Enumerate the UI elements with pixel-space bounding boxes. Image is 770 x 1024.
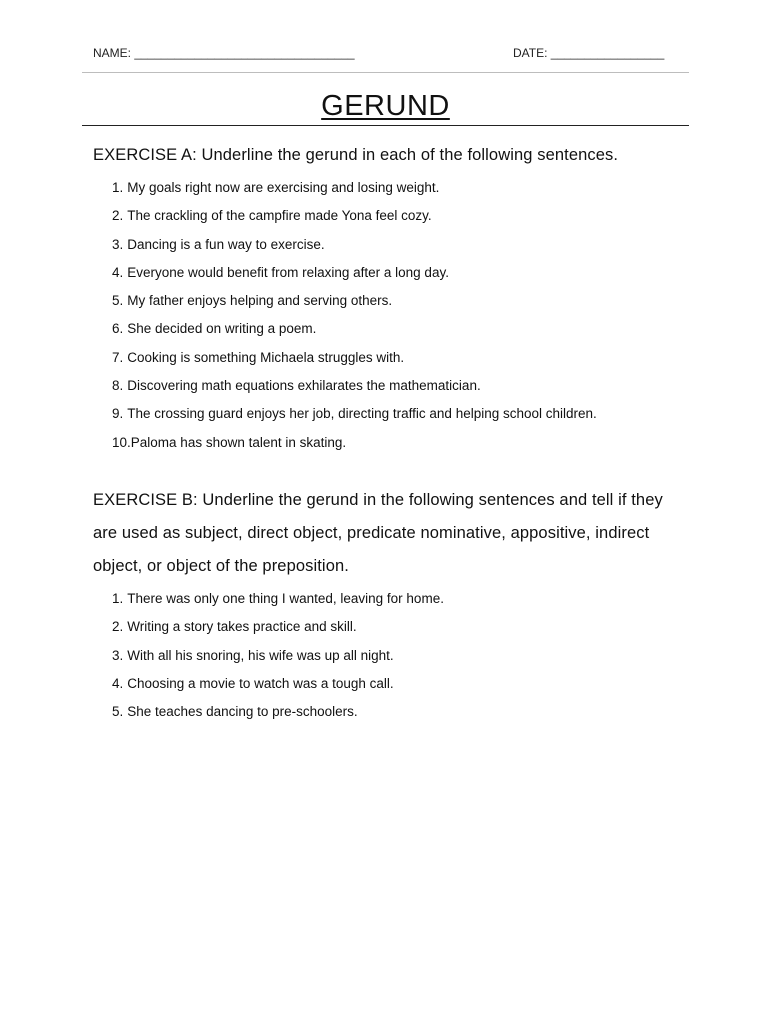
list-item — [112, 346, 597, 374]
item-text: Everyone would benefit from relaxing after a long day. — [127, 264, 449, 280]
list-item — [112, 233, 597, 261]
item-number: 8. — [112, 378, 124, 394]
list-item — [112, 204, 597, 232]
item-number: 1. — [112, 591, 124, 606]
exercise-b-heading: EXERCISE B: Underline the gerund in the following sentences and tell if they are used as subject, direct object, predicate nominative, appositive, indirect object, or object of the preposition. — [93, 491, 663, 575]
date-field[interactable]: DATE: _________________ — [513, 46, 665, 60]
item-number: 10. — [112, 434, 131, 450]
item-text: She decided on writing a poem. — [127, 321, 317, 337]
item-number: 2. — [112, 208, 124, 224]
item-number: 4. — [112, 264, 124, 280]
page-title: GERUND — [321, 90, 450, 122]
item-text: There was only one thing I wanted, leaving for home. — [127, 591, 444, 606]
list-item — [112, 431, 597, 459]
name-field[interactable]: NAME: _________________________________ — [93, 46, 355, 60]
item-text: Cooking is something Michaela struggles with. — [127, 349, 405, 365]
item-text: Writing a story takes practice and skill. — [127, 619, 357, 635]
list-item — [112, 261, 597, 289]
list-item — [112, 374, 597, 402]
list-item — [112, 644, 444, 672]
item-number: 3. — [112, 647, 124, 663]
item-text: With all his snoring, his wife was up all night. — [127, 647, 394, 663]
exercise-b-list — [112, 587, 444, 728]
item-number: 6. — [112, 321, 124, 337]
item-number: 1. — [112, 180, 124, 195]
list-item — [112, 317, 597, 345]
item-text: My goals right now are exercising and losing weight. — [127, 180, 440, 195]
item-number: 7. — [112, 349, 124, 365]
item-text: She teaches dancing to pre-schoolers. — [127, 704, 358, 720]
list-item — [112, 176, 597, 204]
item-text: The crossing guard enjoys her job, directing traffic and helping school children. — [127, 406, 597, 422]
item-number: 5. — [112, 293, 124, 309]
list-item — [112, 700, 444, 728]
item-number: 3. — [112, 236, 124, 252]
item-text: My father enjoys helping and serving others. — [127, 293, 393, 309]
item-number: 4. — [112, 675, 124, 691]
list-item — [112, 402, 597, 430]
item-text: Dancing is a fun way to exercise. — [127, 236, 325, 252]
item-number: 2. — [112, 619, 124, 635]
item-text: Choosing a movie to watch was a tough call. — [127, 675, 394, 691]
list-item — [112, 672, 444, 700]
title-divider — [82, 125, 689, 126]
item-text: Paloma has shown talent in skating. — [130, 434, 347, 450]
exercise-a-list — [112, 176, 597, 459]
item-text: The crackling of the campfire made Yona feel cozy. — [127, 208, 432, 224]
header-divider — [82, 72, 689, 73]
exercise-a-heading: EXERCISE A: Underline the gerund in each of the following sentences. — [93, 146, 619, 164]
item-number: 5. — [112, 704, 124, 720]
list-item — [112, 587, 444, 615]
item-text: Discovering math equations exhilarates the mathematician. — [127, 378, 481, 394]
worksheet-header — [93, 44, 688, 62]
list-item — [112, 289, 597, 317]
list-item — [112, 615, 444, 643]
item-number: 9. — [112, 406, 124, 422]
